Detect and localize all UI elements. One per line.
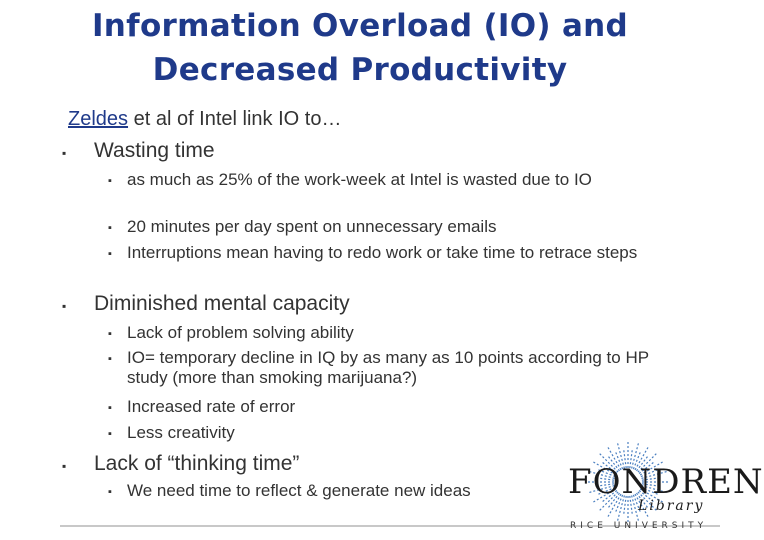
list-item: [108, 170, 668, 190]
author-link[interactable]: Zeldes: [68, 108, 129, 130]
list-item: [108, 348, 668, 388]
bullet-square-icon: ▪: [108, 486, 112, 498]
list-item-text: We need time to reflect & generate new ideas: [127, 481, 471, 500]
list-item-text: IO= temporary decline in IQ by as many as 10 points according to HP study (more than smoking marijuana?): [127, 348, 649, 387]
bullet-square-icon: ▪: [108, 428, 112, 440]
bullet-square-icon: ▪: [108, 353, 112, 365]
section-label: Wasting time: [94, 139, 215, 162]
bullet-square-icon: ▪: [62, 299, 67, 313]
list-item: [108, 243, 668, 263]
list-item: [108, 217, 668, 237]
list-item-text: 20 minutes per day spent on unnecessary emails: [127, 217, 497, 236]
bullet-square-icon: ▪: [62, 146, 67, 160]
list-item-text: Increased rate of error: [127, 397, 296, 416]
bullet-square-icon: ▪: [108, 402, 112, 414]
slide-title-line-2: Decreased Productivity: [152, 52, 568, 88]
bullet-square-icon: ▪: [108, 222, 112, 234]
bullet-square-icon: ▪: [62, 459, 67, 473]
intro-line: [68, 107, 341, 131]
list-item-text: Less creativity: [127, 423, 235, 442]
bullet-square-icon: ▪: [108, 175, 112, 187]
intro-text: et al of Intel link IO to…: [128, 108, 342, 130]
logo-university-text: RICE UNIVERSITY: [570, 521, 708, 531]
slide-title-line-1: Information Overload (IO) and: [91, 8, 629, 44]
bullet-square-icon: ▪: [108, 328, 112, 340]
list-item: [108, 397, 668, 417]
bullet-square-icon: ▪: [108, 248, 112, 260]
section-label: Lack of “thinking time”: [94, 452, 300, 475]
list-item-text: Lack of problem solving ability: [127, 323, 354, 342]
fondren-library-logo: [548, 440, 764, 540]
list-item: [108, 323, 668, 343]
list-item: [108, 481, 528, 501]
logo-library-text: Library: [638, 498, 705, 514]
list-item-text: as much as 25% of the work-week at Intel is wasted due to IO: [127, 170, 592, 189]
logo-wordmark: FONDREN: [568, 462, 764, 502]
section-label: Diminished mental capacity: [94, 292, 350, 315]
list-item-text: Interruptions mean having to redo work or take time to retrace steps: [127, 243, 638, 262]
slide-title: [0, 4, 720, 92]
